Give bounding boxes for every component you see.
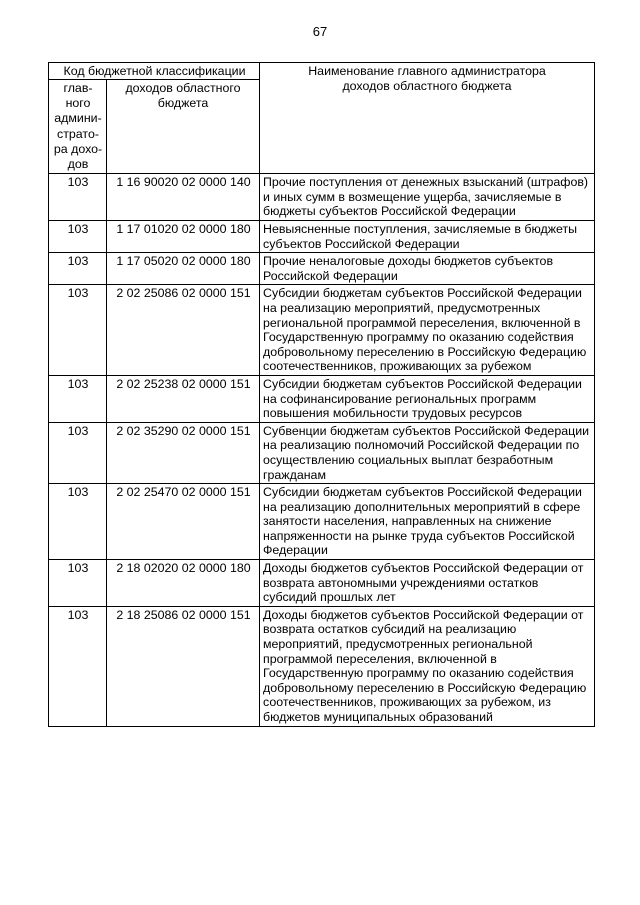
column-header-admin-line: админи- bbox=[54, 111, 102, 126]
column-header-income-code-label: доходов областного бюджета bbox=[125, 81, 241, 110]
income-name-cell: Субсидии бюджетам субъектов Российской Федерации на реализацию дополнительных мероприятий в сфере занятости населения, направленных на снижение напряженности на рынке труда субъектов Российской Федерации bbox=[260, 484, 595, 560]
income-code-cell: 1 17 01020 02 0000 180 bbox=[107, 221, 260, 253]
income-code-cell: 2 18 02020 02 0000 180 bbox=[107, 560, 260, 607]
table-row bbox=[49, 221, 595, 253]
table-row bbox=[49, 422, 595, 483]
income-code-cell: 2 02 25086 02 0000 151 bbox=[107, 285, 260, 376]
income-name-cell: Прочие неналоговые доходы бюджетов субъектов Российской Федерации bbox=[260, 253, 595, 285]
admin-code-cell: 103 bbox=[49, 560, 107, 607]
income-name-cell: Субсидии бюджетам субъектов Российской Федерации на софинансирование региональных программ повышения мобильности трудовых ресурсов bbox=[260, 375, 595, 422]
admin-code-cell: 103 bbox=[49, 375, 107, 422]
column-header-administrator-name-label: Наименование главного администратора доходов областного бюджета bbox=[308, 64, 546, 93]
group-header-budget-classification-code: Код бюджетной классификации bbox=[49, 63, 260, 80]
income-name-cell: Доходы бюджетов субъектов Российской Федерации от возврата автономными учреждениями остатков субсидий прошлых лет bbox=[260, 560, 595, 607]
income-name-cell: Невыясненные поступления, зачисляемые в бюджеты субъектов Российской Федерации bbox=[260, 221, 595, 253]
income-name-cell: Прочие поступления от денежных взысканий (штрафов) и иных сумм в возмещение ущерба, зачисляемые в бюджеты субъектов Российской Федерации bbox=[260, 174, 595, 221]
admin-code-cell: 103 bbox=[49, 174, 107, 221]
table-row bbox=[49, 560, 595, 607]
budget-classification-table bbox=[48, 62, 595, 727]
admin-code-cell: 103 bbox=[49, 606, 107, 726]
column-header-admin-line: глав- bbox=[63, 81, 93, 95]
table-row bbox=[49, 285, 595, 376]
admin-code-cell: 103 bbox=[49, 253, 107, 285]
income-name-cell: Субсидии бюджетам субъектов Российской Федерации на реализацию мероприятий, предусмотренных региональной программой переселения, включенной в Государственную программу по оказанию содействия добровольному переселению в Российскую Федерацию соотечественников, проживающих за рубежом bbox=[260, 285, 595, 376]
column-header-admin-line: дов bbox=[67, 157, 89, 172]
admin-code-cell: 103 bbox=[49, 484, 107, 560]
table-header-row-group bbox=[49, 63, 595, 80]
income-code-cell: 2 02 35290 02 0000 151 bbox=[107, 422, 260, 483]
column-header-administrator-name bbox=[260, 63, 595, 174]
table-row bbox=[49, 375, 595, 422]
column-header-main-administrator bbox=[49, 80, 107, 174]
table-row bbox=[49, 606, 595, 726]
table-row bbox=[49, 484, 595, 560]
column-header-admin-line: ного bbox=[65, 96, 91, 111]
income-code-cell: 2 18 25086 02 0000 151 bbox=[107, 606, 260, 726]
column-header-admin-line: страто- bbox=[57, 126, 99, 141]
admin-code-cell: 103 bbox=[49, 422, 107, 483]
table-row bbox=[49, 174, 595, 221]
column-header-income-code bbox=[107, 80, 260, 174]
income-code-cell: 2 02 25238 02 0000 151 bbox=[107, 375, 260, 422]
admin-code-cell: 103 bbox=[49, 221, 107, 253]
column-header-admin-line: ра дохо- bbox=[53, 141, 103, 156]
page-number: 67 bbox=[312, 24, 328, 39]
table-row bbox=[49, 253, 595, 285]
income-name-cell: Доходы бюджетов субъектов Российской Федерации от возврата остатков субсидий на реализацию мероприятий, предусмотренных региональной программой переселения, включенной в Государственную программу по оказанию содействия добровольному переселению в Российскую Федерацию соотечественников, проживающих за рубежом, из бюджетов муниципальных образований bbox=[260, 606, 595, 726]
income-code-cell: 1 16 90020 02 0000 140 bbox=[107, 174, 260, 221]
income-code-cell: 2 02 25470 02 0000 151 bbox=[107, 484, 260, 560]
income-name-cell: Субвенции бюджетам субъектов Российской Федерации на реализацию полномочий Российской Федерации по осуществлению социальных выплат безработным гражданам bbox=[260, 422, 595, 483]
admin-code-cell: 103 bbox=[49, 285, 107, 376]
income-code-cell: 1 17 05020 02 0000 180 bbox=[107, 253, 260, 285]
